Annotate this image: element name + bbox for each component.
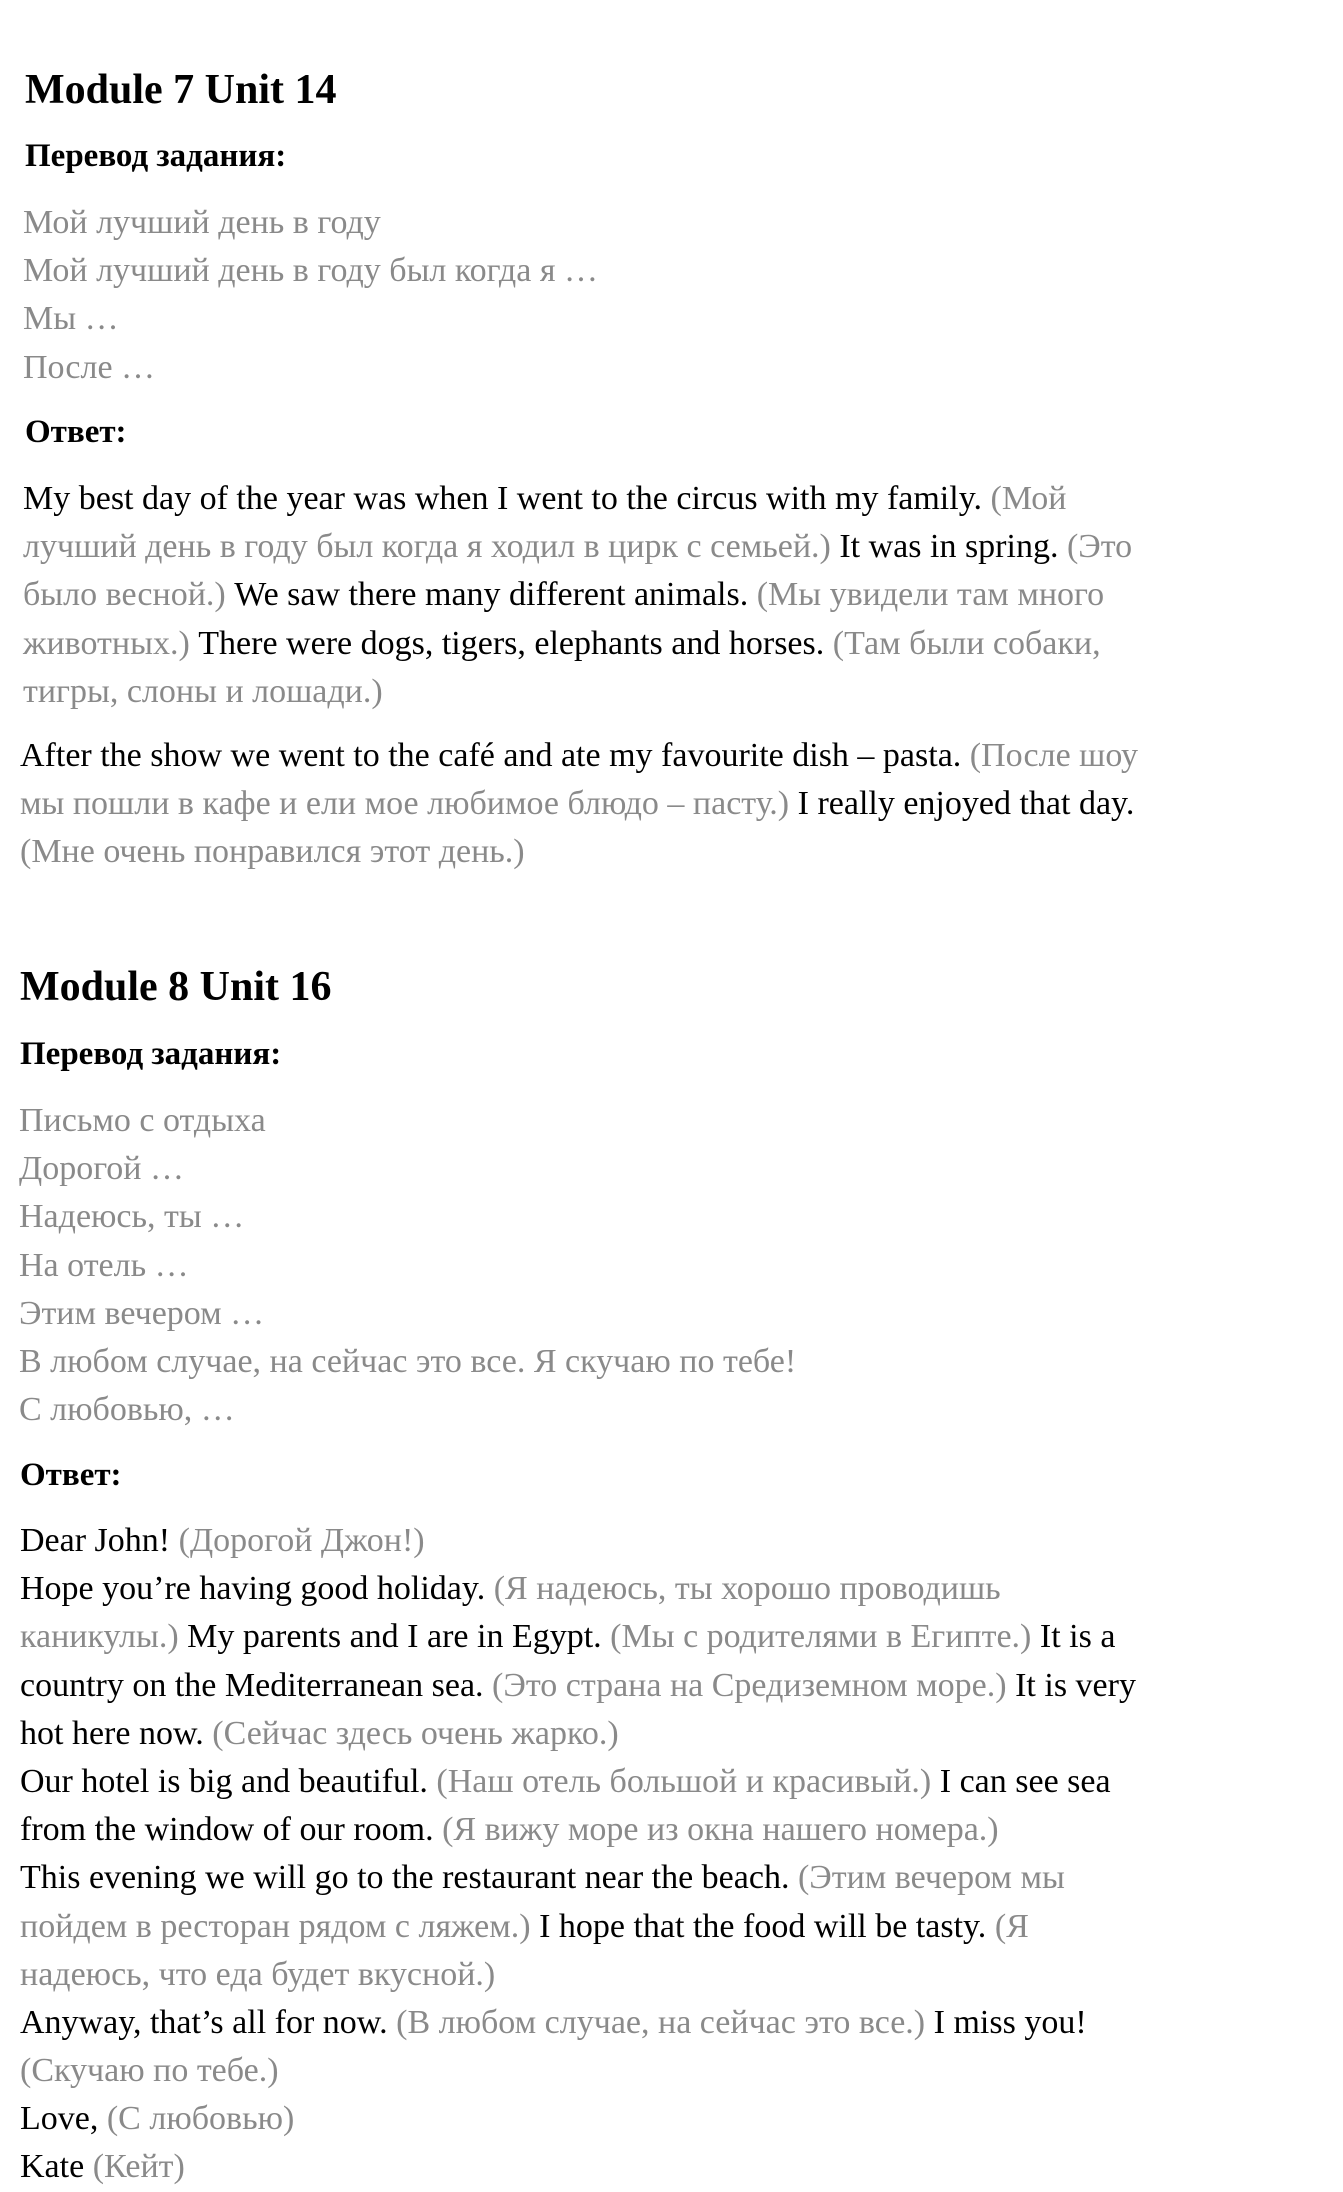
english-sentence: We saw there many different animals. xyxy=(225,576,749,614)
task-translation-text xyxy=(23,199,598,392)
task-translation-label: Перевод задания: xyxy=(25,138,287,174)
russian-translation: (Мы увидели там много xyxy=(748,576,1105,614)
text-line xyxy=(20,2095,1136,2143)
text-line xyxy=(23,620,1132,668)
russian-translation: каникулы.) xyxy=(20,1618,179,1656)
text-line xyxy=(20,1951,1136,1999)
answer-paragraph xyxy=(23,475,1132,716)
text-line xyxy=(20,1613,1136,1661)
text-line xyxy=(20,1758,1136,1806)
text-line xyxy=(20,1517,1136,1565)
text-line xyxy=(23,668,1132,716)
text-line xyxy=(23,523,1132,571)
english-sentence: Anyway, that’s all for now. xyxy=(20,2003,388,2041)
russian-translation: (Мне очень понравился этот день.) xyxy=(20,833,525,871)
task-line: Мой лучший день в году был когда я … xyxy=(23,252,598,290)
text-line xyxy=(20,780,1138,828)
english-sentence: This evening we will go to the restaurant near the beach. xyxy=(20,1859,790,1897)
task-line: В любом случае, на сейчас это все. Я скучаю по тебе! xyxy=(19,1342,797,1380)
russian-translation: (Я вижу море из окна нашего номера.) xyxy=(433,1811,999,1849)
text-line xyxy=(20,2143,1136,2191)
english-sentence: It is very xyxy=(1006,1666,1136,1704)
english-sentence: hot here now. xyxy=(20,1714,204,1752)
english-sentence: Hope you’re having good holiday. xyxy=(20,1570,486,1608)
russian-translation: пойдем в ресторан рядом с ляжем.) xyxy=(20,1907,531,1945)
text-line xyxy=(20,1999,1136,2047)
text-line xyxy=(20,1565,1136,1613)
section-title: Module 7 Unit 14 xyxy=(25,67,337,113)
task-line: Письмо с отдыха xyxy=(19,1102,266,1139)
english-sentence: Our hotel is big and beautiful. xyxy=(20,1762,428,1800)
task-line: На отель … xyxy=(19,1246,189,1284)
english-sentence: My parents and I are in Egypt. xyxy=(178,1618,602,1656)
russian-translation: (Там были собаки, xyxy=(824,624,1101,662)
task-line: После … xyxy=(23,348,156,386)
task-line: Мы … xyxy=(23,300,119,338)
russian-translation: (Кейт) xyxy=(84,2148,185,2186)
task-translation-text xyxy=(19,1097,796,1434)
english-sentence: It was in spring. xyxy=(830,528,1059,566)
english-sentence: My best day of the year was when I went to the circus with my family. xyxy=(23,480,982,517)
text-line xyxy=(20,1903,1136,1951)
english-sentence: Love, xyxy=(20,2100,99,2138)
english-sentence: from the window of our room. xyxy=(20,1811,434,1849)
english-sentence: I really enjoyed that day. xyxy=(789,785,1135,823)
russian-translation: (Этим вечером мы xyxy=(789,1859,1065,1897)
english-sentence: country on the Mediterranean sea. xyxy=(20,1666,484,1704)
answer-label: Ответ: xyxy=(25,414,127,450)
russian-translation: тигры, слоны и лошади.) xyxy=(23,672,383,710)
task-line: Этим вечером … xyxy=(19,1294,265,1332)
russian-translation: (Сейчас здесь очень жарко.) xyxy=(203,1714,619,1752)
answer-paragraph xyxy=(20,732,1138,877)
russian-translation: надеюсь, что еда будет вкусной.) xyxy=(20,1955,496,1993)
answer-label: Ответ: xyxy=(20,1457,122,1493)
text-line xyxy=(20,1662,1136,1710)
russian-translation: животных.) xyxy=(23,624,190,662)
text-line xyxy=(20,1854,1136,1902)
russian-translation: (Мой xyxy=(982,480,1067,517)
russian-translation: (После шоу xyxy=(961,737,1139,774)
text-line xyxy=(20,732,1138,780)
letter-text xyxy=(20,1517,1136,2192)
english-sentence: Dear John! xyxy=(20,1522,171,1559)
english-sentence: Kate xyxy=(20,2148,85,2186)
text-line xyxy=(23,571,1132,619)
russian-translation: (Я надеюсь, ты хорошо проводишь xyxy=(485,1570,1001,1608)
russian-translation: (Это xyxy=(1058,528,1133,566)
task-line: С любовью, … xyxy=(19,1391,235,1429)
text-line xyxy=(23,475,1132,523)
russian-translation: (С любовью) xyxy=(98,2100,295,2138)
english-sentence: There were dogs, tigers, elephants and horses. xyxy=(189,624,825,662)
text-line xyxy=(20,1806,1136,1854)
task-line: Мой лучший день в году xyxy=(23,204,381,241)
section-title: Module 8 Unit 16 xyxy=(20,964,332,1010)
russian-translation: (Это страна на Средиземном море.) xyxy=(483,1666,1007,1704)
russian-translation: (Дорогой Джон!) xyxy=(170,1522,425,1559)
russian-translation: (Наш отель большой и красивый.) xyxy=(427,1762,932,1800)
text-line xyxy=(20,828,1138,876)
russian-translation: лучший день в году был когда я ходил в цирк с семьей.) xyxy=(23,528,831,566)
text-line xyxy=(20,2047,1136,2095)
text-line xyxy=(20,1710,1136,1758)
task-line: Надеюсь, ты … xyxy=(19,1198,245,1236)
english-sentence: I hope that the food will be tasty. xyxy=(530,1907,987,1945)
russian-translation: (В любом случае, на сейчас это все.) xyxy=(387,2003,926,2041)
russian-translation: было весной.) xyxy=(23,576,226,614)
russian-translation: мы пошли в кафе и ели мое любимое блюдо – пасту.) xyxy=(20,785,790,823)
english-sentence: After the show we went to the café and ate my favourite dish – pasta. xyxy=(20,737,962,774)
task-translation-label: Перевод задания: xyxy=(20,1036,282,1072)
russian-translation: (Скучаю по тебе.) xyxy=(20,2052,279,2090)
russian-translation: (Мы с родителями в Египте.) xyxy=(601,1618,1032,1656)
english-sentence: I miss you! xyxy=(925,2003,1087,2041)
english-sentence: It is a xyxy=(1031,1618,1116,1656)
task-line: Дорогой … xyxy=(19,1150,184,1188)
english-sentence: I can see sea xyxy=(931,1762,1111,1800)
russian-translation: (Я xyxy=(986,1907,1029,1945)
